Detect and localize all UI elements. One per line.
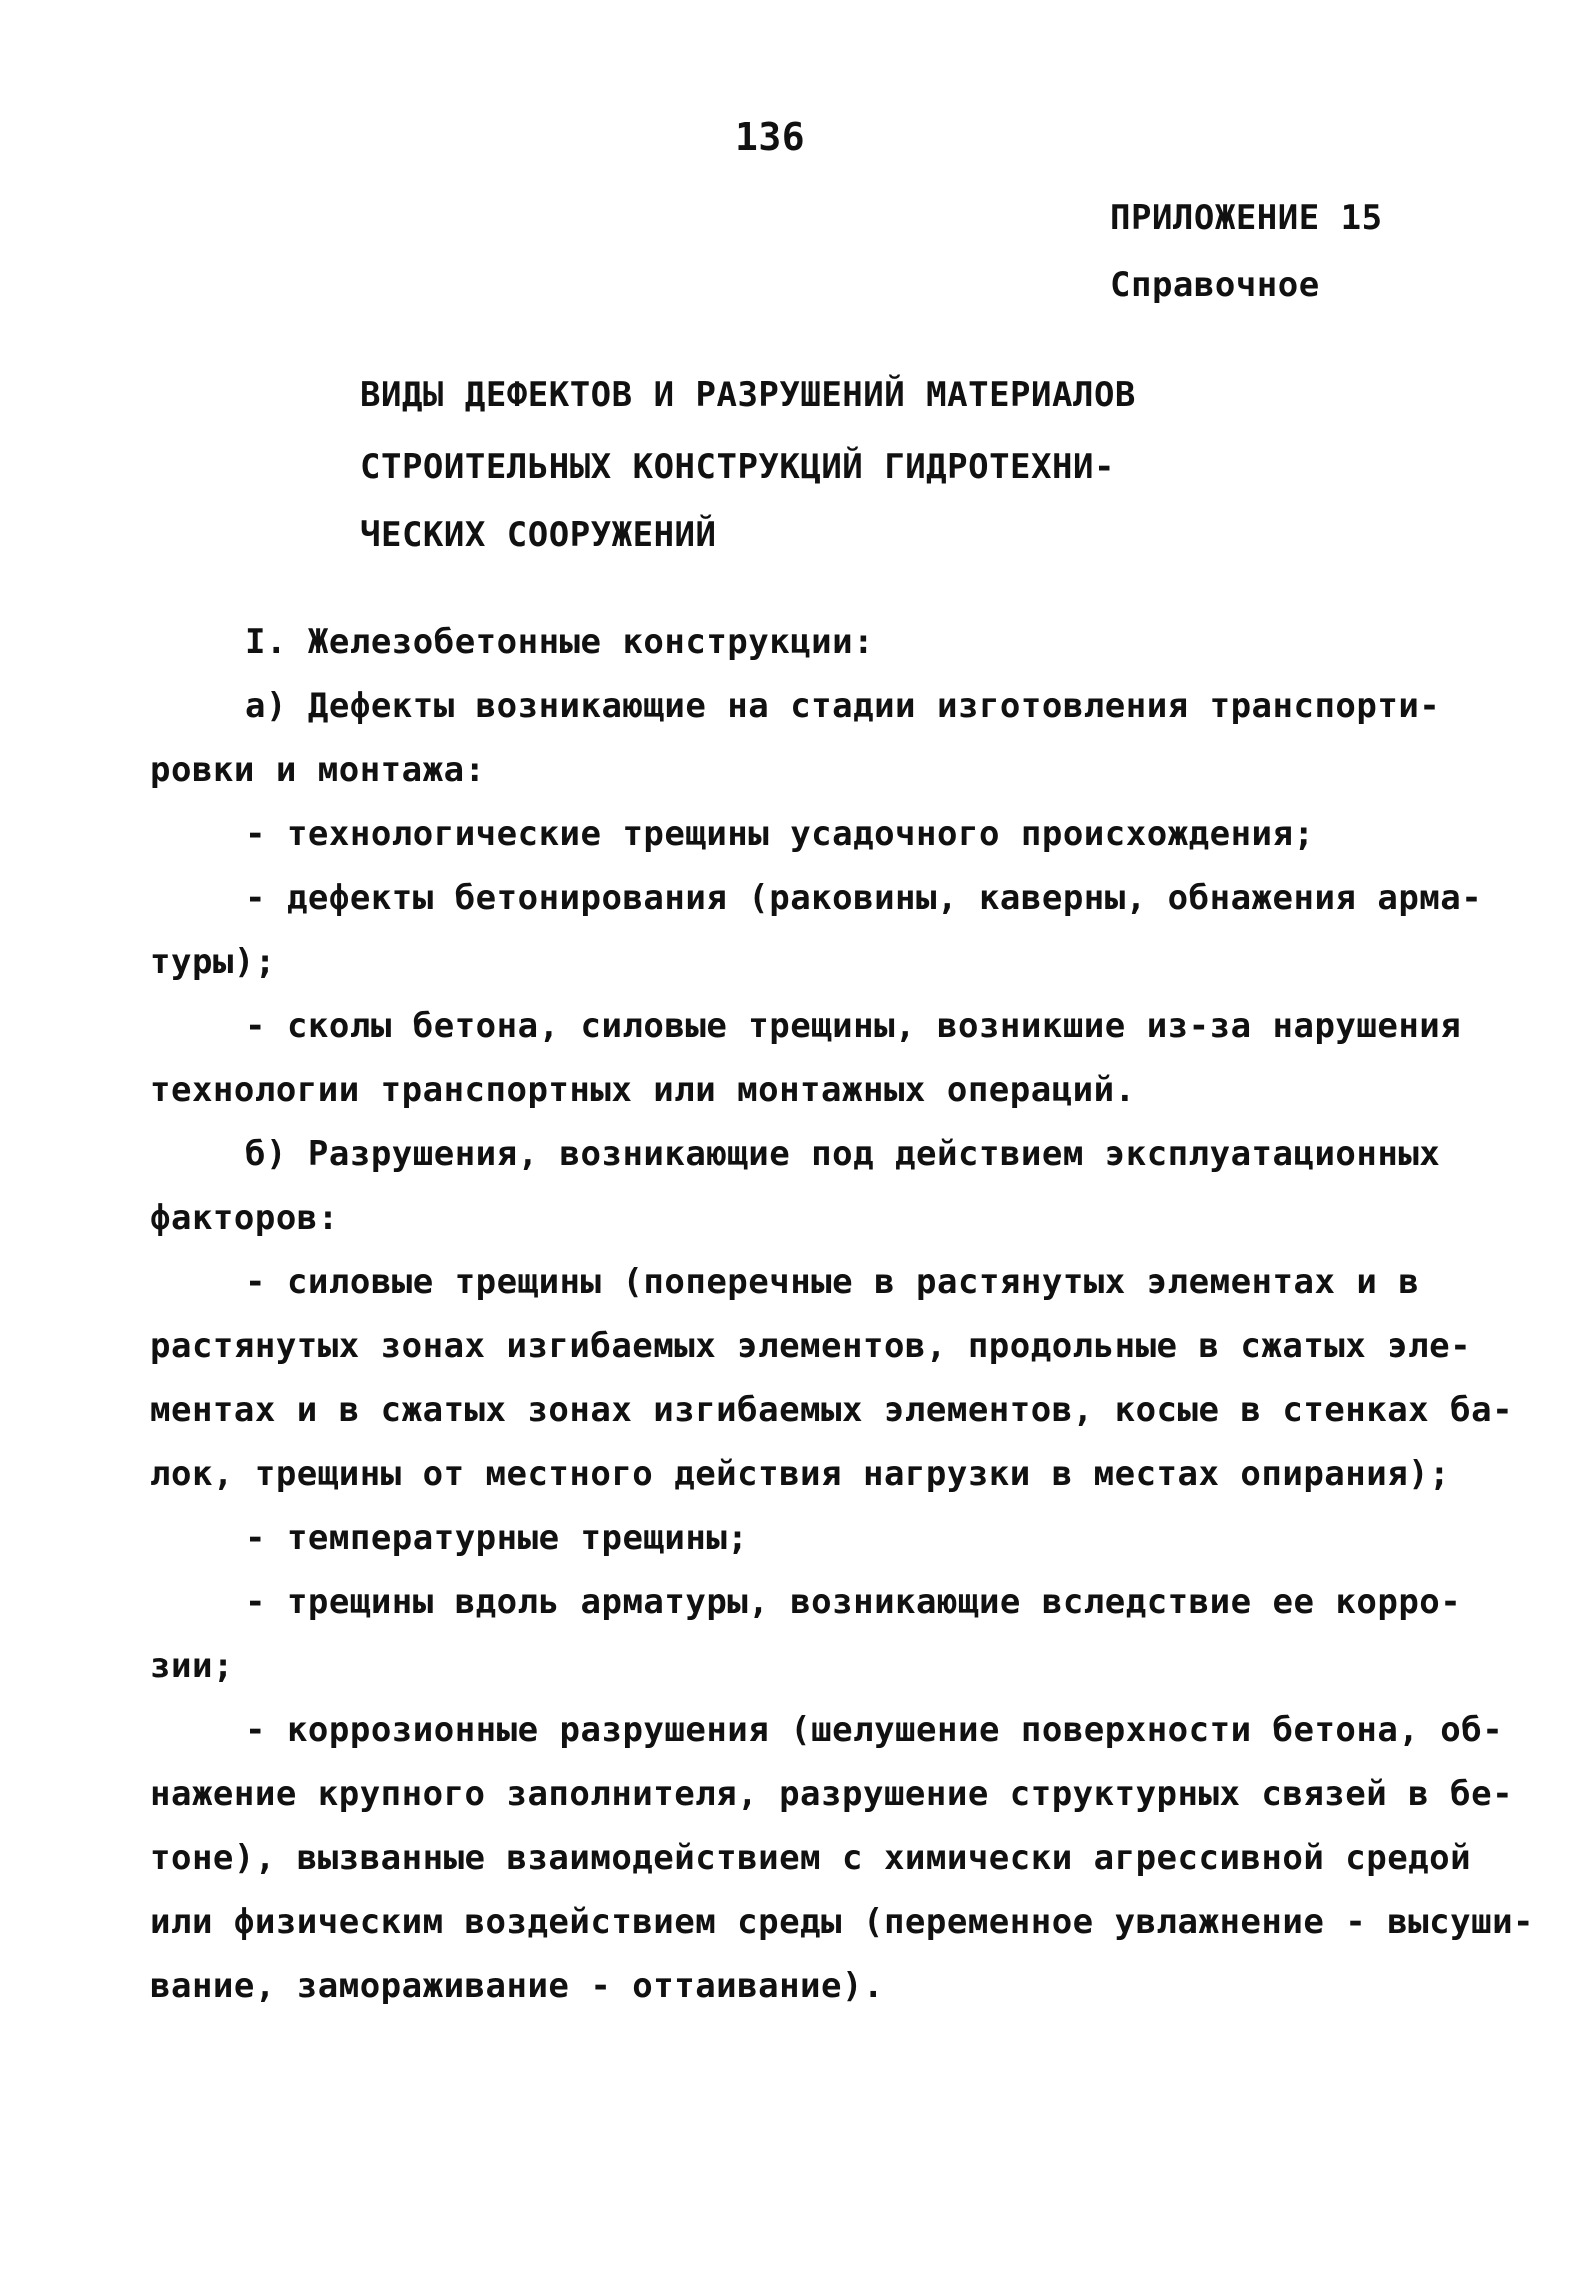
document-title-line: СТРОИТЕЛЬНЫХ КОНСТРУКЦИЙ ГИДРОТЕХНИ- xyxy=(360,447,1115,487)
list-item: - силовые трещины (поперечные в растянутых элементах и в xyxy=(245,1262,1420,1302)
body-line: зии; xyxy=(150,1646,234,1686)
list-item: - температурные трещины; xyxy=(245,1518,749,1558)
appendix-kind: Справочное xyxy=(1110,265,1320,305)
list-item: - технологические трещины усадочного происхождения; xyxy=(245,814,1315,854)
page-number: 136 xyxy=(735,115,806,159)
appendix-label: ПРИЛОЖЕНИЕ 15 xyxy=(1110,198,1383,238)
document-title-line: ЧЕСКИХ СООРУЖЕНИЙ xyxy=(360,515,717,555)
body-line: технологии транспортных или монтажных операций. xyxy=(150,1070,1136,1110)
subsection-heading: б) Разрушения, возникающие под действием эксплуатационных xyxy=(245,1134,1441,1174)
list-item: - коррозионные разрушения (шелушение поверхности бетона, об- xyxy=(245,1710,1504,1750)
document-title-line: ВИДЫ ДЕФЕКТОВ И РАЗРУШЕНИЙ МАТЕРИАЛОВ xyxy=(360,375,1136,415)
section-heading: I. Железобетонные конструкции: xyxy=(245,622,875,662)
body-line: ментах и в сжатых зонах изгибаемых элементов, косые в стенках ба- xyxy=(150,1390,1514,1430)
body-line: тоне), вызванные взаимодействием с химически агрессивной средой xyxy=(150,1838,1472,1878)
subsection-heading: а) Дефекты возникающие на стадии изготовления транспорти- xyxy=(245,686,1441,726)
body-line: растянутых зонах изгибаемых элементов, продольные в сжатых эле- xyxy=(150,1326,1472,1366)
body-line: нажение крупного заполнителя, разрушение структурных связей в бе- xyxy=(150,1774,1514,1814)
body-line: или физическим воздействием среды (переменное увлажнение - высуши- xyxy=(150,1902,1535,1942)
body-line: лок, трещины от местного действия нагрузки в местах опирания); xyxy=(150,1454,1451,1494)
body-line: вание, замораживание - оттаивание). xyxy=(150,1966,884,2006)
body-line: туры); xyxy=(150,942,276,982)
body-line: факторов: xyxy=(150,1198,339,1238)
body-line: ровки и монтажа: xyxy=(150,750,486,790)
list-item: - дефекты бетонирования (раковины, каверны, обнажения арма- xyxy=(245,878,1483,918)
list-item: - трещины вдоль арматуры, возникающие вследствие ее корро- xyxy=(245,1582,1462,1622)
list-item: - сколы бетона, силовые трещины, возникшие из-за нарушения xyxy=(245,1006,1462,1046)
